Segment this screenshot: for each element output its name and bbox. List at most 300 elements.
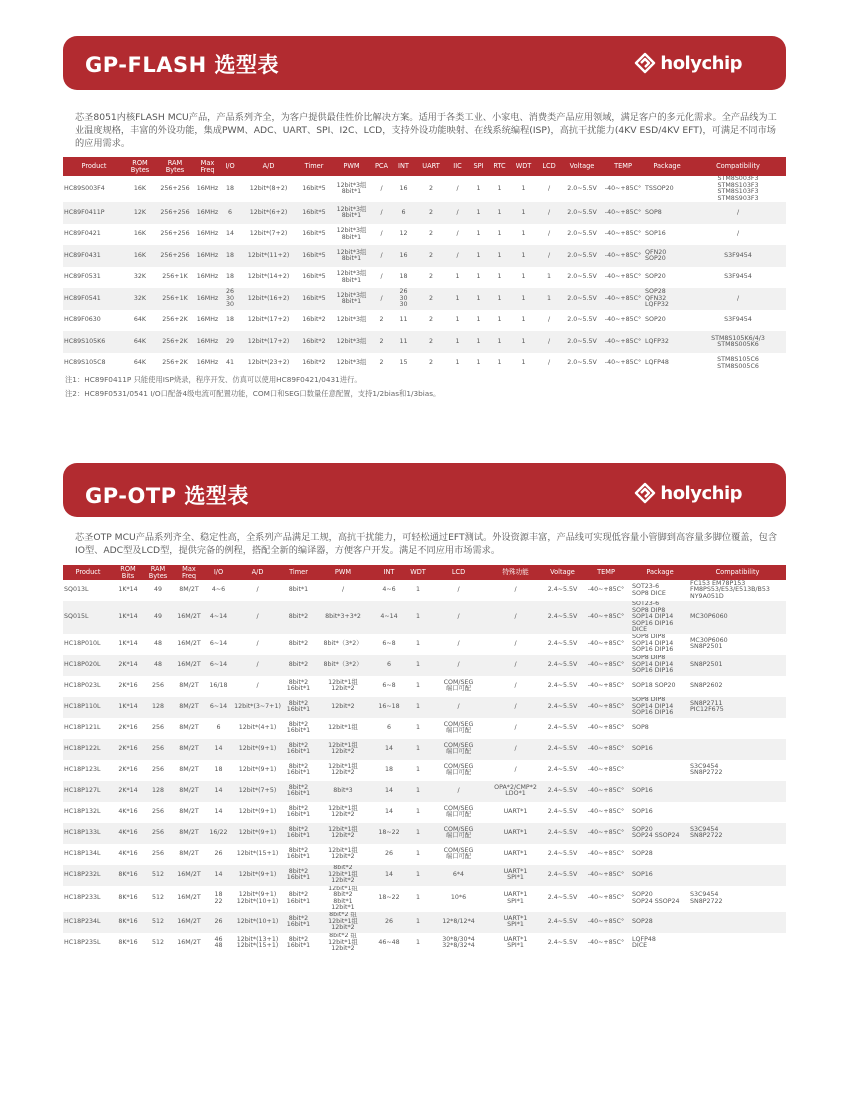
table-cell: COM/SEG 端口可配	[443, 762, 474, 776]
table-cell: -40~+85C°	[587, 765, 625, 773]
table-cell: HC89F0421	[64, 230, 101, 238]
table-cell: 1	[488, 202, 511, 224]
table-cell: 2.4~5.5V	[544, 697, 581, 718]
table-cell: 12bit*(11+2)	[240, 245, 297, 267]
table-cell: SQ013L	[64, 586, 89, 594]
table-cell: HC18P233L	[64, 894, 101, 902]
table-cell: STM8S003F3 STM8S103F3 STM8S103F3 STM8S903F3	[717, 176, 759, 202]
table-cell: 1	[511, 245, 536, 267]
otp-section-title: GP-OTP 选型表	[85, 484, 249, 508]
table-cell: HC18P020L	[63, 655, 113, 676]
table-cell: -40~+85C°	[604, 273, 642, 281]
column-header: PCA	[372, 157, 391, 176]
table-cell: 2	[416, 288, 446, 310]
table-cell: 12bit*(16+2)	[240, 288, 297, 310]
table-cell: 64K	[133, 359, 147, 367]
column-header: ROM Bytes	[125, 157, 155, 176]
table-cell: MC30P6060	[689, 601, 786, 634]
table-cell: 8M/2T	[173, 781, 205, 802]
table-cell: -40~+85C°	[587, 723, 625, 731]
column-header: Product	[63, 565, 113, 580]
table-cell: SOP16	[631, 865, 689, 886]
table-row	[63, 739, 786, 760]
table-cell: -40~+85C°	[587, 894, 625, 902]
table-cell: 1	[415, 849, 420, 857]
table-cell: 1K*14	[113, 697, 143, 718]
column-header: 特殊功能	[487, 565, 544, 580]
table-cell: 16bit*5	[297, 202, 331, 224]
table-cell: 1	[536, 288, 562, 310]
brand-name: holychip	[660, 482, 742, 504]
table-cell: 4K*16	[118, 849, 138, 857]
table-cell: 256	[151, 807, 165, 815]
table-cell: 16bit*5	[302, 273, 326, 281]
table-cell: 16M/2T	[173, 601, 205, 634]
table-cell: 8M/2T	[179, 849, 199, 857]
table-cell: 1	[521, 316, 526, 324]
otp-header-row	[63, 565, 786, 580]
table-row	[63, 760, 786, 781]
table-cell: -40~+85C°	[604, 230, 642, 238]
table-cell: 2	[379, 316, 384, 324]
column-header: LCD	[430, 565, 487, 580]
table-row	[63, 676, 786, 697]
table-cell: 2.4~5.5V	[544, 601, 581, 634]
table-cell: /	[372, 288, 391, 310]
table-cell: 8M/2T	[179, 765, 199, 773]
table-cell: LQFP32	[644, 331, 690, 353]
table-cell: /	[736, 230, 740, 238]
table-cell: 14	[205, 781, 232, 802]
table-cell: 8bit*2 12bit*1组 12bit*2	[314, 865, 372, 886]
table-cell: 8bit*（3*2）	[323, 639, 363, 647]
table-cell: 16bit*2	[302, 359, 326, 367]
brand-name: holychip	[660, 52, 742, 74]
table-cell: -40~+85C°	[581, 601, 631, 634]
table-cell: 14	[384, 807, 393, 815]
table-cell: -40~+85C°	[604, 359, 642, 367]
table-cell: SOP18 SOP20	[632, 681, 676, 689]
table-cell: /	[430, 781, 487, 802]
table-cell: -40~+85C°	[587, 639, 625, 647]
column-header: Package	[644, 157, 690, 176]
column-header: LCD	[536, 157, 562, 176]
table-cell: 46 48	[214, 935, 223, 949]
table-row	[63, 781, 786, 802]
table-cell: -40~+85C°	[581, 739, 631, 760]
table-cell: 1	[488, 288, 511, 310]
table-cell: 8K*16	[118, 938, 138, 946]
table-cell: 1	[406, 601, 430, 634]
table-cell: 8K*16	[113, 912, 143, 933]
table-cell: 256	[143, 739, 173, 760]
table-cell: SOP28 QFN32 LQFP32	[644, 288, 690, 310]
table-cell: 12bit*3组	[331, 331, 372, 353]
table-cell: SN8P2711 PIC12F675	[689, 697, 786, 718]
table-cell: 16MHz	[195, 288, 220, 310]
table-cell: /	[456, 184, 459, 192]
table-cell: 6	[391, 202, 416, 224]
table-cell: 18	[225, 273, 234, 281]
table-cell: 8K*16	[113, 865, 143, 886]
table-cell: 30*8/30*4 32*8/32*4	[442, 935, 475, 949]
table-row	[63, 353, 786, 374]
table-cell: 12bit*1组 12bit*2	[328, 762, 358, 776]
table-cell: 1	[406, 823, 430, 844]
table-cell: -40~+85C°	[602, 202, 644, 224]
table-cell: SOP28	[631, 912, 689, 933]
table-cell: 12bit*(10+1)	[232, 912, 283, 933]
table-cell: 1	[497, 316, 502, 324]
table-cell: 16MHz	[196, 316, 219, 324]
table-cell: 2	[372, 331, 391, 353]
table-cell: -40~+85C°	[604, 316, 642, 324]
table-cell: -40~+85C°	[604, 184, 642, 192]
table-cell: 16K	[133, 184, 147, 192]
column-header: INT	[372, 565, 406, 580]
table-cell: HC89S003F4	[64, 184, 105, 192]
table-cell: 1K*14	[118, 639, 138, 647]
table-cell: 1	[455, 316, 460, 324]
table-cell: 8M/2T	[173, 697, 205, 718]
otp-banner	[63, 463, 786, 517]
table-cell: SOP20 SOP24 SSOP24	[631, 823, 689, 844]
table-cell: 2.4~5.5V	[547, 938, 578, 946]
table-cell: -40~+85C°	[581, 823, 631, 844]
table-cell: /	[372, 245, 391, 267]
flash-spec-table	[63, 157, 786, 374]
table-cell: 1	[497, 359, 502, 367]
table-cell: 1	[488, 245, 511, 267]
table-cell: /	[514, 586, 517, 594]
table-cell: 512	[151, 894, 165, 902]
table-cell: COM/SEG 端口可配	[443, 804, 474, 818]
table-cell: 8bit*2 16bit*1	[283, 739, 314, 760]
table-cell: 12bit*(17+2)	[247, 316, 290, 324]
table-cell: 2.0~5.5V	[567, 273, 597, 281]
table-cell: 16MHz	[195, 202, 220, 224]
table-cell: /	[232, 655, 283, 676]
table-cell: SOP8	[644, 202, 690, 224]
table-cell: -40~+85C°	[587, 681, 625, 689]
table-cell: 1	[469, 331, 488, 353]
table-cell: 1	[546, 273, 551, 281]
table-row	[63, 802, 786, 823]
table-cell: 49	[143, 601, 173, 634]
table-cell: 2.0~5.5V	[567, 359, 597, 367]
table-cell: QFN20 SOP20	[644, 245, 690, 267]
table-cell: 16M/2T	[177, 639, 201, 647]
column-header: A/D	[240, 157, 297, 176]
table-cell: 512	[151, 938, 165, 946]
table-cell: 12bit*(15+1)	[236, 849, 279, 857]
table-cell: /	[514, 723, 517, 731]
table-cell: 12bit*3组 8bit*1	[336, 270, 367, 284]
table-cell: 10*6	[450, 894, 467, 902]
table-cell: OPA*2/CMP*2 LDO*1	[487, 781, 544, 802]
table-cell: 4~14	[372, 601, 406, 634]
table-cell: 12bit*(17+2)	[240, 331, 297, 353]
table-cell: /	[514, 681, 517, 689]
table-cell: COM/SEG 端口可配	[443, 846, 474, 860]
table-row	[63, 224, 786, 245]
table-cell: S3C9454 SN8P2722	[690, 762, 723, 776]
table-cell: 16bit*5	[297, 245, 331, 267]
table-cell: S3C9454 SN8P2722	[689, 823, 786, 844]
table-cell: 2.0~5.5V	[562, 288, 602, 310]
table-cell: 14	[225, 230, 234, 238]
table-cell: /	[456, 230, 459, 238]
table-cell: /	[256, 639, 259, 647]
table-cell: 16M/2T	[177, 938, 201, 946]
table-cell: 8M/2T	[173, 823, 205, 844]
table-cell: 1	[521, 184, 526, 192]
table-cell: UART*1 SPI*1	[487, 912, 544, 933]
table-cell: 16M/2T	[173, 655, 205, 676]
table-cell: SOP16	[645, 230, 666, 238]
flash-section-title: GP-FLASH 选型表	[85, 53, 279, 77]
table-cell: LQFP48	[645, 359, 669, 367]
table-cell: 16bit*5	[297, 288, 331, 310]
table-cell: 11	[391, 331, 416, 353]
table-cell: 256	[151, 681, 165, 689]
table-cell: 2.0~5.5V	[567, 230, 597, 238]
table-cell: 8bit*2 组 12bit*1组 12bit*2	[314, 912, 372, 933]
table-cell: /	[256, 681, 259, 689]
table-cell: 12bit*(4+1)	[238, 723, 277, 731]
table-cell: 14	[214, 807, 223, 815]
table-cell: SOP8 DIP8 SOP14 DIP14 SOP16 DIP16	[631, 697, 689, 718]
table-cell: -40~+85C°	[587, 807, 625, 815]
table-cell: /	[547, 184, 551, 192]
table-cell: 12bit*(9+1)	[232, 865, 283, 886]
table-cell: 26	[214, 849, 223, 857]
table-cell: HC18P127L	[63, 781, 113, 802]
table-row	[63, 933, 786, 954]
column-header: IIC	[446, 157, 469, 176]
table-cell: 4~6	[382, 586, 396, 594]
table-cell: 18	[225, 316, 234, 324]
table-cell: 1	[415, 723, 420, 731]
table-row	[63, 844, 786, 865]
table-cell: 1	[406, 739, 430, 760]
column-header: A/D	[232, 565, 283, 580]
column-header: RAM Bytes	[143, 565, 173, 580]
table-cell: 1	[406, 655, 430, 676]
table-cell: 2.4~5.5V	[544, 823, 581, 844]
table-cell: HC18P235L	[64, 938, 101, 946]
table-cell	[631, 760, 689, 781]
column-header: Max Freq	[173, 565, 205, 580]
table-cell: 8bit*2 组 12bit*1组 12bit*2	[328, 932, 358, 953]
table-cell: /	[547, 359, 551, 367]
table-cell	[689, 739, 786, 760]
table-cell: 256	[151, 765, 165, 773]
table-cell: 2.4~5.5V	[547, 586, 578, 594]
table-cell: 18~22	[378, 894, 400, 902]
table-cell: 26 30 30	[391, 288, 416, 310]
table-cell: 8bit*2 16bit*1	[286, 846, 311, 860]
table-cell: -40~+85C°	[587, 938, 625, 946]
table-cell: 1K*14	[118, 586, 138, 594]
table-cell: 26	[205, 912, 232, 933]
table-cell: 2.4~5.5V	[547, 723, 578, 731]
table-cell: 1	[476, 316, 481, 324]
table-cell: 4K*16	[113, 823, 143, 844]
table-cell: 16	[391, 245, 416, 267]
table-cell: 8bit*2	[283, 601, 314, 634]
table-cell: 2K*16	[113, 739, 143, 760]
table-cell: S3F9454	[690, 245, 786, 267]
table-cell: 8bit*2 16bit*1	[286, 935, 311, 949]
table-cell: UART*1 SPI*1	[503, 935, 528, 949]
table-cell: 256+1K	[162, 273, 188, 281]
table-cell: 16M/2T	[177, 894, 201, 902]
table-cell: HC89F0630	[64, 316, 101, 324]
table-cell: 48	[143, 655, 173, 676]
table-cell: 32K	[125, 288, 155, 310]
table-cell: 12bit*(6+2)	[240, 202, 297, 224]
table-cell: 1	[406, 912, 430, 933]
table-cell: HC89F0411P	[63, 202, 125, 224]
table-cell: 15	[399, 359, 408, 367]
table-cell: 14	[372, 865, 406, 886]
table-cell: 256+256	[155, 202, 195, 224]
table-row	[63, 634, 786, 655]
table-cell	[689, 781, 786, 802]
table-cell: 8bit*2 16bit*1	[286, 804, 311, 818]
table-row	[63, 912, 786, 933]
table-cell: 12K	[125, 202, 155, 224]
table-cell: SN8P2602	[690, 681, 723, 689]
table-cell: 2.4~5.5V	[547, 807, 578, 815]
table-cell: 16bit*5	[302, 184, 326, 192]
column-header: UART	[416, 157, 446, 176]
table-cell: 6	[386, 723, 391, 731]
table-cell: 6	[216, 723, 221, 731]
table-cell: 1	[469, 202, 488, 224]
table-cell: STM8S105K6/4/3 STM8S005K6	[690, 331, 786, 353]
table-cell: 1	[511, 288, 536, 310]
table-cell: UART*1	[503, 807, 528, 815]
table-cell: SOP20	[645, 273, 666, 281]
table-cell: /	[536, 331, 562, 353]
table-cell: 49	[153, 586, 162, 594]
table-cell	[689, 865, 786, 886]
table-cell: 8bit*1	[288, 586, 309, 594]
table-cell: -40~+85C°	[581, 781, 631, 802]
table-cell: 256+1K	[155, 288, 195, 310]
table-cell: 4K*16	[118, 807, 138, 815]
table-cell: 1	[497, 184, 502, 192]
table-cell: 2.4~5.5V	[544, 781, 581, 802]
table-cell: COM/SEG 端口可配	[430, 823, 487, 844]
table-cell: /	[514, 639, 517, 647]
table-cell: 12bit*1组 12bit*2	[314, 823, 372, 844]
table-cell: HC18P134L	[64, 849, 101, 857]
table-cell: 1	[521, 273, 526, 281]
table-cell: 14	[372, 781, 406, 802]
column-header: TEMP	[602, 157, 644, 176]
table-cell: 2.0~5.5V	[562, 245, 602, 267]
table-cell: 1	[469, 288, 488, 310]
table-cell: -40~+85C°	[581, 912, 631, 933]
table-cell: 256+256	[160, 230, 190, 238]
table-cell: SOT23-6 SOP8 DICE	[632, 583, 666, 597]
table-cell: 2K*16	[118, 681, 138, 689]
table-cell: 1	[521, 230, 526, 238]
table-cell: 8bit*2 16bit*1	[286, 678, 311, 692]
table-cell: 2.4~5.5V	[544, 739, 581, 760]
table-cell: 6~8	[382, 639, 396, 647]
column-header: Voltage	[544, 565, 581, 580]
table-cell: 256+2K	[162, 359, 188, 367]
table-cell: 2K*14	[113, 781, 143, 802]
table-cell: HC89S105K6	[63, 331, 125, 353]
table-cell: 8K*16	[118, 894, 138, 902]
table-cell: SQ015L	[63, 601, 113, 634]
table-cell: 8bit*2 16bit*1	[286, 720, 311, 734]
table-cell: 1	[488, 331, 511, 353]
table-cell: 16~18	[372, 697, 406, 718]
table-row	[63, 288, 786, 310]
column-header: TEMP	[581, 565, 631, 580]
table-cell: 8bit*3+3*2	[314, 601, 372, 634]
table-cell: /	[547, 230, 551, 238]
table-cell: 6~8	[382, 681, 396, 689]
table-cell: 12bit*3组	[336, 316, 367, 324]
table-cell: /	[690, 288, 786, 310]
table-cell: 12bit*1组 12bit*2	[328, 846, 358, 860]
table-cell: 12	[399, 230, 408, 238]
table-cell: 18	[384, 765, 393, 773]
table-cell: 2.0~5.5V	[567, 316, 597, 324]
column-header: Compatibility	[689, 565, 786, 580]
table-cell: TSSOP20	[645, 184, 674, 192]
table-cell: 16bit*2	[302, 316, 326, 324]
table-cell: -40~+85C°	[587, 849, 625, 857]
table-cell: -40~+85C°	[587, 586, 625, 594]
table-cell: 1	[476, 359, 481, 367]
table-cell: 8bit*2	[288, 639, 309, 647]
table-row	[63, 310, 786, 331]
table-cell: COM/SEG 端口可配	[430, 739, 487, 760]
table-cell: 2	[416, 331, 446, 353]
table-cell: S3F9454	[724, 273, 752, 281]
table-cell: 14	[205, 865, 232, 886]
table-cell: SOP20	[645, 316, 666, 324]
table-cell: 1	[406, 781, 430, 802]
table-cell: 2.0~5.5V	[567, 184, 597, 192]
table-cell: 2.4~5.5V	[547, 849, 578, 857]
table-cell: 12bit*(8+2)	[249, 184, 288, 192]
table-cell: MC30P6060 SN8P2501	[690, 636, 728, 650]
table-cell: 8bit*2 16bit*1	[286, 762, 311, 776]
table-cell: 2K*14	[113, 655, 143, 676]
column-header: WDT	[406, 565, 430, 580]
table-cell: 1K*14	[113, 601, 143, 634]
table-cell: -40~+85C°	[602, 288, 644, 310]
table-cell: 6~14	[209, 639, 228, 647]
table-cell: SOP20 SOP24 SSOP24	[632, 891, 680, 905]
table-cell: 256+256	[160, 184, 190, 192]
table-cell: /	[536, 202, 562, 224]
table-cell: -40~+85C°	[581, 655, 631, 676]
table-cell: 12bit*3组 8bit*1	[336, 227, 367, 241]
table-cell: SOP8	[632, 723, 649, 731]
column-header: RAM Bytes	[155, 157, 195, 176]
column-header: Timer	[283, 565, 314, 580]
